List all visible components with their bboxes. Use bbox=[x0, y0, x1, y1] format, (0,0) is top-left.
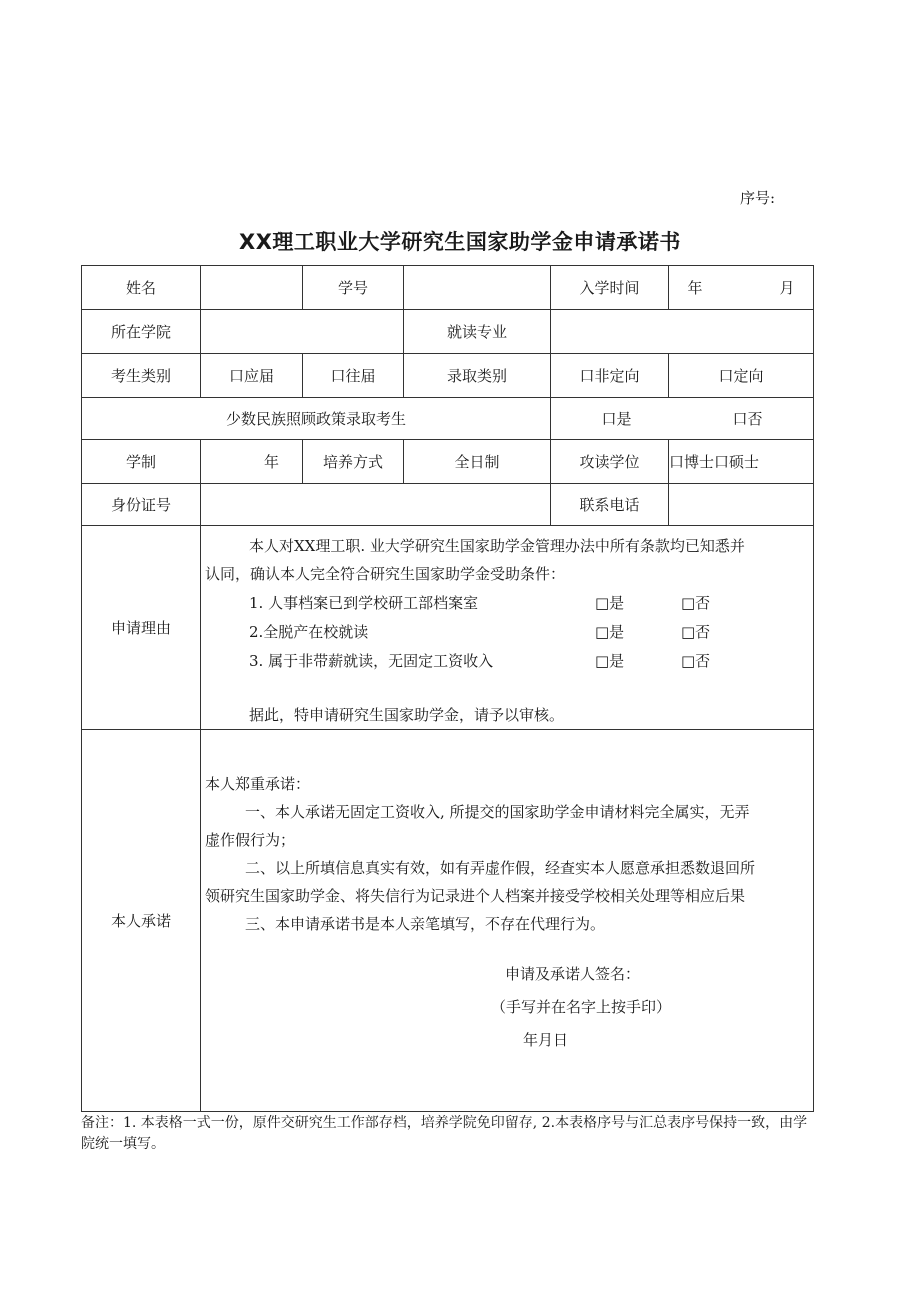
reason-item-no-checkbox[interactable]: □否 bbox=[681, 651, 711, 670]
reason-item bbox=[205, 617, 809, 646]
major-field[interactable] bbox=[551, 310, 814, 354]
program-length-label: 学制 bbox=[82, 440, 201, 484]
month-unit: 月 bbox=[779, 279, 795, 297]
reason-item-no-checkbox[interactable]: □否 bbox=[681, 622, 711, 641]
minority-options bbox=[551, 398, 814, 440]
phone-label: 联系电话 bbox=[551, 484, 669, 526]
serial-number-label: 序号: bbox=[740, 189, 776, 207]
option-fresh-graduate[interactable]: 口应届 bbox=[201, 354, 303, 398]
college-label: 所在学院 bbox=[82, 310, 201, 354]
promise-label: 本人承诺 bbox=[82, 730, 201, 1112]
footer-note: 备注：1. 本表格一式一份，原件交研究生工作部存档，培养学院免印留存, 2.本表格序号与汇总表序号保持一致，由学院统一填写。 bbox=[81, 1115, 808, 1152]
id-number-label: 身份证号 bbox=[82, 484, 201, 526]
reason-item-yes-checkbox[interactable]: □是 bbox=[595, 622, 625, 641]
option-directed[interactable]: 口定向 bbox=[669, 354, 814, 398]
enroll-time-label: 入学时间 bbox=[551, 266, 669, 310]
option-minority-no[interactable]: 口否 bbox=[732, 410, 763, 428]
phone-field[interactable] bbox=[669, 484, 814, 526]
name-field[interactable] bbox=[201, 266, 303, 310]
reason-line-1: 本人对XX理工职. 业大学研究生国家助学金管理办法中所有条款均已知悉并 bbox=[249, 537, 745, 555]
promise-clause-3: 三、本申请承诺书是本人亲笔填写，不存在代理行为。 bbox=[245, 915, 606, 933]
promise-intro: 本人郑重承诺： bbox=[205, 775, 311, 793]
signature-note: （手写并在名字上按手印） bbox=[491, 998, 672, 1016]
promise-clause-1-a: 一、本人承诺无固定工资收入, 所提交的国家助学金申请材料完全属实，无弄 bbox=[245, 803, 750, 821]
enroll-time-field[interactable] bbox=[669, 266, 814, 310]
reason-item-text: 2.全脱产在校就读 bbox=[249, 622, 369, 641]
reason-item-no-checkbox[interactable]: □否 bbox=[681, 593, 711, 612]
admission-category-label: 录取类别 bbox=[404, 354, 551, 398]
reason-item-yes-checkbox[interactable]: □是 bbox=[595, 651, 625, 670]
year-unit: 年 bbox=[687, 279, 703, 297]
name-label: 姓名 bbox=[82, 266, 201, 310]
reason-line-2: 认同，确认本人完全符合研究生国家助学金受助条件： bbox=[205, 565, 566, 583]
reason-item-text: 3. 属于非带薪就读，无固定工资收入 bbox=[249, 651, 494, 670]
reason-label: 申请理由 bbox=[82, 526, 201, 730]
option-non-directed[interactable]: 口非定向 bbox=[551, 354, 669, 398]
signature-label: 申请及承诺人签名： bbox=[505, 965, 641, 983]
promise-clause-2-b: 领研究生国家助学金、将失信行为记录进个人档案并接受学校相关处理等相应后果 bbox=[205, 887, 746, 905]
degree-options[interactable]: 口博士口硕士 bbox=[669, 440, 814, 484]
college-field[interactable] bbox=[201, 310, 404, 354]
study-mode-value: 全日制 bbox=[404, 440, 551, 484]
reason-closing: 据此，特申请研究生国家助学金，请予以审核。 bbox=[249, 706, 565, 724]
minority-policy-label: 少数民族照顾政策录取考生 bbox=[82, 398, 551, 440]
reason-content bbox=[201, 526, 814, 730]
option-previous-graduate[interactable]: 口往届 bbox=[303, 354, 404, 398]
degree-label: 攻读学位 bbox=[551, 440, 669, 484]
length-unit: 年 bbox=[263, 453, 279, 471]
application-form-table bbox=[81, 265, 814, 1112]
study-mode-label: 培养方式 bbox=[303, 440, 404, 484]
promise-clause-2-a: 二、以上所填信息真实有效，如有弄虚作假，经查实本人愿意承担悉数退回所 bbox=[245, 859, 756, 877]
page-title: XX理工职业大学研究生国家助学金申请承诺书 bbox=[239, 230, 681, 254]
reason-item-text: 1. 人事档案已到学校研工部档案室 bbox=[249, 593, 479, 612]
option-minority-yes[interactable]: 口是 bbox=[601, 410, 632, 428]
reason-item bbox=[205, 646, 809, 675]
reason-item bbox=[205, 588, 809, 617]
promise-clause-1-b: 虚作假行为； bbox=[205, 831, 296, 849]
reason-item-yes-checkbox[interactable]: □是 bbox=[595, 593, 625, 612]
program-length-field[interactable] bbox=[201, 440, 303, 484]
candidate-category-label: 考生类别 bbox=[82, 354, 201, 398]
student-id-label: 学号 bbox=[303, 266, 404, 310]
student-id-field[interactable] bbox=[404, 266, 551, 310]
major-label: 就读专业 bbox=[404, 310, 551, 354]
promise-content bbox=[201, 730, 814, 1112]
id-number-field[interactable] bbox=[201, 484, 551, 526]
signature-date-label: 年月日 bbox=[523, 1031, 569, 1049]
